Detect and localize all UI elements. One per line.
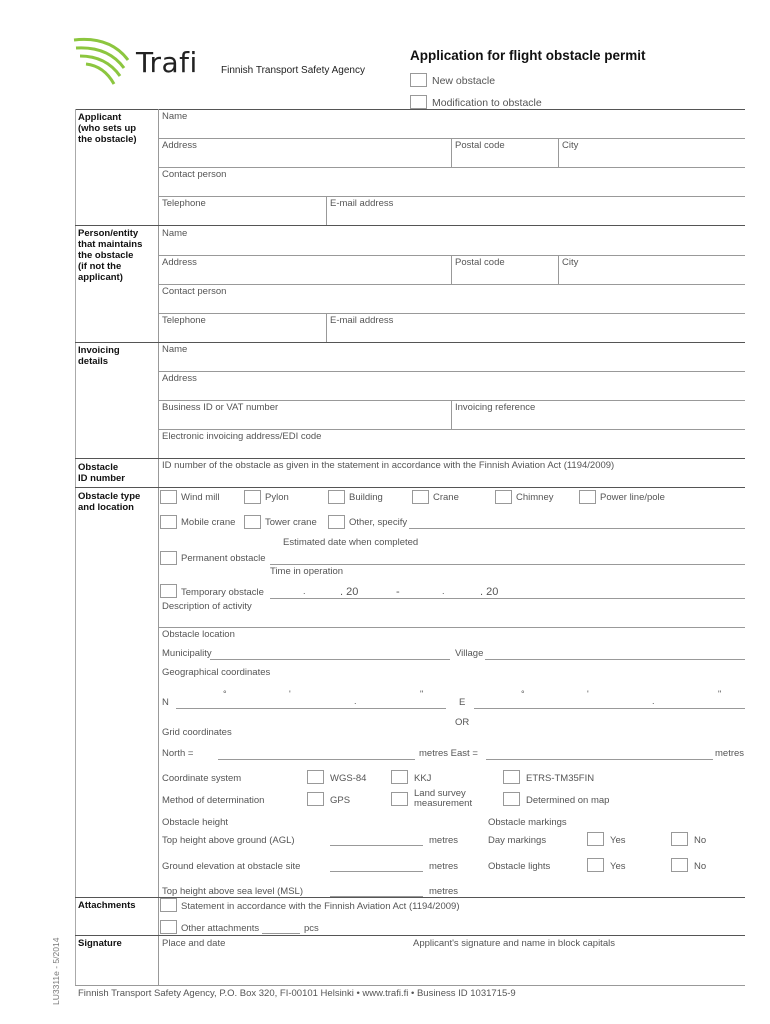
lights-yes-checkbox[interactable]	[587, 858, 604, 872]
applicant-telephone-field[interactable]: Telephone	[162, 198, 206, 209]
logo-swoosh-icon	[70, 34, 132, 88]
day-markings-yes-label: Yes	[610, 835, 626, 846]
method-label: Method of determination	[162, 795, 265, 806]
type-chimney-label: Chimney	[516, 492, 554, 503]
determined-map-label: Determined on map	[526, 795, 610, 806]
type-other-checkbox[interactable]	[328, 515, 345, 529]
east-min: '	[587, 689, 589, 699]
grid-north-input[interactable]	[218, 759, 415, 760]
attachments-section-label: Attachments	[78, 900, 136, 911]
invoicing-reference-field[interactable]: Invoicing reference	[455, 402, 536, 413]
land-survey-checkbox[interactable]	[391, 792, 408, 806]
type-mobile-crane-label: Mobile crane	[181, 517, 236, 528]
day-markings-label: Day markings	[488, 835, 547, 846]
geo-coordinates-label: Geographical coordinates	[162, 667, 271, 678]
pcs-label: pcs	[304, 923, 319, 934]
ground-elev-metres: metres	[429, 861, 459, 872]
or-label: OR	[455, 717, 470, 728]
east-dot: .	[652, 696, 655, 706]
type-powerline-checkbox[interactable]	[579, 490, 596, 504]
lights-no-label: No	[694, 861, 707, 872]
gps-label: GPS	[330, 795, 351, 806]
obstacle-id-section-label: Obstacle ID number	[78, 462, 125, 484]
north-deg: °	[223, 689, 227, 699]
applicant-contact-field[interactable]: Contact person	[162, 169, 227, 180]
statement-checkbox[interactable]	[160, 898, 177, 912]
applicant-postal-field[interactable]: Postal code	[455, 140, 505, 151]
ground-elev-label: Ground elevation at obstacle site	[162, 861, 301, 872]
type-other-label: Other, specify	[349, 517, 408, 528]
edi-field[interactable]: Electronic invoicing address/EDI code	[162, 431, 322, 442]
kkj-checkbox[interactable]	[391, 770, 408, 784]
etrs-checkbox[interactable]	[503, 770, 520, 784]
grid-metres-label: metres	[715, 748, 745, 759]
new-obstacle-checkbox[interactable]	[410, 73, 427, 87]
north-min: '	[289, 689, 291, 699]
grid-east-input[interactable]	[486, 759, 713, 760]
day-markings-no-label: No	[694, 835, 707, 846]
maintainer-telephone-field[interactable]: Telephone	[162, 315, 206, 326]
north-letter: N	[162, 697, 169, 708]
obstacle-lights-label: Obstacle lights	[488, 861, 551, 872]
type-other-input[interactable]	[409, 528, 745, 529]
type-pylon-checkbox[interactable]	[244, 490, 261, 504]
east-coordinate-input[interactable]	[474, 708, 745, 709]
determined-map-checkbox[interactable]	[503, 792, 520, 806]
estimated-date-input[interactable]	[270, 564, 745, 565]
footer-text: Finnish Transport Safety Agency, P.O. Box 320, FI-00101 Helsinki • www.trafi.fi • Business ID 1031715-9	[78, 988, 516, 999]
obstacle-height-label: Obstacle height	[162, 817, 229, 828]
form-code: LU3311e - 5/2014	[51, 937, 61, 1005]
description-field[interactable]: Description of activity	[162, 601, 252, 612]
north-eq-label: North =	[162, 748, 194, 759]
type-tower-crane-label: Tower crane	[265, 517, 317, 528]
applicant-section-label: Applicant (who sets up the obstacle)	[78, 112, 137, 145]
applicant-email-field[interactable]: E-mail address	[330, 198, 394, 209]
metres-east-label: metres East =	[419, 748, 478, 759]
modification-label: Modification to obstacle	[432, 97, 542, 109]
top-agl-metres: metres	[429, 835, 459, 846]
type-pylon-label: Pylon	[265, 492, 289, 503]
maintainer-postal-field[interactable]: Postal code	[455, 257, 505, 268]
maintainer-address-field[interactable]: Address	[162, 257, 197, 268]
ground-elev-input[interactable]	[330, 871, 423, 872]
east-deg: °	[521, 689, 525, 699]
estimated-date-label: Estimated date when completed	[283, 537, 419, 548]
top-agl-label: Top height above ground (AGL)	[162, 835, 295, 846]
type-building-label: Building	[349, 492, 383, 503]
village-input[interactable]	[485, 659, 745, 660]
type-mobile-crane-checkbox[interactable]	[160, 515, 177, 529]
date-to-dot: .	[442, 586, 445, 596]
maintainer-name-field[interactable]: Name	[162, 228, 188, 239]
applicant-address-field[interactable]: Address	[162, 140, 197, 151]
permanent-checkbox[interactable]	[160, 551, 177, 565]
lights-no-checkbox[interactable]	[671, 858, 688, 872]
north-dot: .	[354, 696, 357, 706]
place-date-field[interactable]: Place and date	[162, 938, 226, 949]
type-windmill-label: Wind mill	[181, 492, 220, 503]
maintainer-email-field[interactable]: E-mail address	[330, 315, 394, 326]
etrs-label: ETRS-TM35FIN	[526, 773, 595, 784]
obstacle-location-label: Obstacle location	[162, 629, 235, 640]
top-agl-input[interactable]	[330, 845, 423, 846]
north-coordinate-input[interactable]	[176, 708, 446, 709]
type-crane-checkbox[interactable]	[412, 490, 429, 504]
new-obstacle-label: New obstacle	[432, 75, 496, 87]
statement-label: Statement in accordance with the Finnish Aviation Act (1194/2009)	[181, 901, 460, 912]
other-attachments-checkbox[interactable]	[160, 920, 177, 934]
gps-checkbox[interactable]	[307, 792, 324, 806]
day-markings-yes-checkbox[interactable]	[587, 832, 604, 846]
applicant-name-field[interactable]: Name	[162, 111, 188, 122]
business-id-field[interactable]: Business ID or VAT number	[162, 402, 279, 413]
maintainer-section-label: Person/entity that maintains the obstacle (if not the applicant)	[78, 228, 143, 283]
applicant-city-field[interactable]: City	[562, 140, 579, 151]
other-attachments-count-input[interactable]	[262, 933, 300, 934]
east-sec: "	[718, 689, 722, 699]
obstacle-markings-label: Obstacle markings	[488, 817, 567, 828]
type-building-checkbox[interactable]	[328, 490, 345, 504]
coord-system-label: Coordinate system	[162, 773, 242, 784]
modification-checkbox[interactable]	[410, 95, 427, 109]
other-attachments-label: Other attachments	[181, 923, 260, 934]
type-powerline-label: Power line/pole	[600, 492, 665, 503]
invoicing-name-field[interactable]: Name	[162, 344, 188, 355]
municipality-label: Municipality	[162, 648, 212, 659]
form-title: Application for flight obstacle permit	[410, 48, 646, 63]
invoicing-section-label: Invoicing details	[78, 345, 120, 367]
logo-text: Trafi	[136, 46, 198, 79]
obstacle-type-section-label: Obstacle type and location	[78, 491, 141, 513]
maintainer-city-field[interactable]: City	[562, 257, 579, 268]
kkj-label: KKJ	[414, 773, 432, 784]
type-tower-crane-checkbox[interactable]	[244, 515, 261, 529]
top-msl-metres: metres	[429, 886, 459, 897]
top-msl-label: Top height above sea level (MSL)	[162, 886, 303, 897]
date-from-year[interactable]: . 20	[340, 586, 359, 598]
date-from-dot: .	[303, 586, 306, 596]
municipality-input[interactable]	[210, 659, 450, 660]
invoicing-address-field[interactable]: Address	[162, 373, 197, 384]
type-crane-label: Crane	[433, 492, 459, 503]
type-chimney-checkbox[interactable]	[495, 490, 512, 504]
east-letter: E	[459, 697, 466, 708]
applicant-signature-field[interactable]: Applicant's signature and name in block capitals	[413, 938, 615, 949]
maintainer-contact-field[interactable]: Contact person	[162, 286, 227, 297]
agency-name: Finnish Transport Safety Agency	[221, 65, 365, 76]
obstacle-id-field[interactable]: ID number of the obstacle as given in the statement in accordance with the Finnish Aviation Act (1194/2009)	[162, 460, 615, 471]
permanent-label: Permanent obstacle	[181, 553, 266, 564]
time-in-operation-label: Time in operation	[270, 566, 344, 577]
date-dash: -	[396, 586, 400, 598]
grid-coordinates-label: Grid coordinates	[162, 727, 232, 738]
village-label: Village	[455, 648, 484, 659]
land-survey-label: Land survey measurement	[414, 788, 473, 809]
temporary-checkbox[interactable]	[160, 584, 177, 598]
date-to-year[interactable]: . 20	[480, 586, 499, 598]
type-windmill-checkbox[interactable]	[160, 490, 177, 504]
wgs84-checkbox[interactable]	[307, 770, 324, 784]
lights-yes-label: Yes	[610, 861, 626, 872]
north-sec: "	[420, 689, 424, 699]
signature-section-label: Signature	[78, 938, 122, 949]
wgs84-label: WGS-84	[330, 773, 367, 784]
temporary-label: Temporary obstacle	[181, 587, 264, 598]
day-markings-no-checkbox[interactable]	[671, 832, 688, 846]
